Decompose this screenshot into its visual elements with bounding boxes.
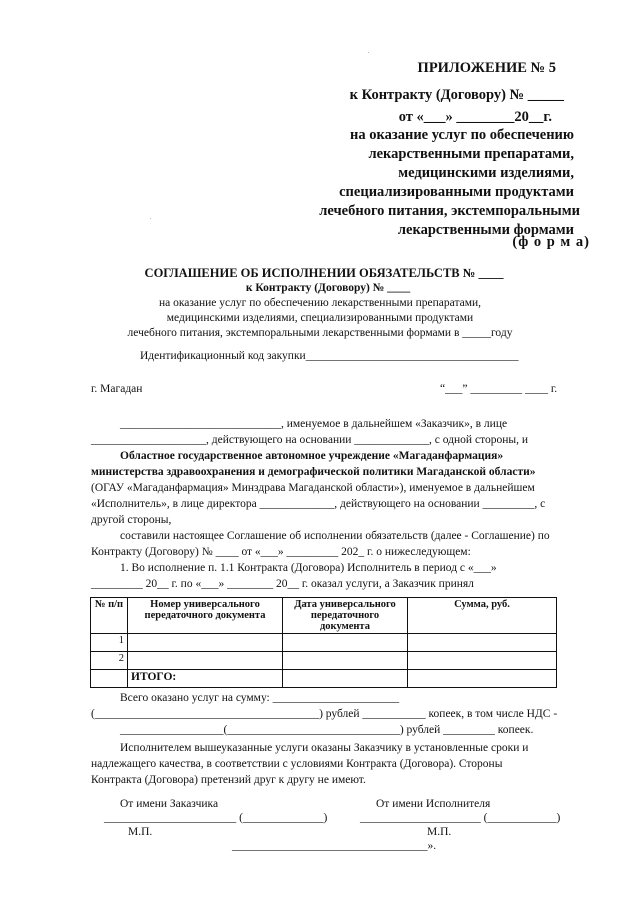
appendix-subject-line: лечебного питания, экстемпоральными <box>319 203 580 219</box>
conclusion-line: Исполнителем вышеуказанные услуги оказаны Заказчику в установленные сроки и <box>120 742 529 754</box>
parties-line: «Исполнитель», в лице директора _____________, действующего на основании _________, с <box>91 498 546 510</box>
customer-signature-line[interactable]: _______________________ (______________) <box>104 812 328 824</box>
total-empty-cell <box>283 670 408 688</box>
agreement-date: “___” _________ ____ г. <box>440 383 558 395</box>
parties-line: ____________________, действующего на основании _____________, с одной стороны, и <box>91 434 528 446</box>
executor-signature-line[interactable]: _____________________ (____________) <box>360 812 561 824</box>
appendix-subject-line: медицинскими изделиями, <box>398 165 574 181</box>
total-sum-line: Всего оказано услуг на сумму: ______________________ <box>120 692 400 704</box>
table-header-row <box>91 598 557 634</box>
cell-document-number[interactable] <box>128 652 283 670</box>
closing-date-line[interactable]: __________________________________». <box>232 840 437 852</box>
table-row <box>91 634 557 652</box>
agreement-intro-line: составили настоящее Соглашение об исполнении обязательств (далее - Соглашение) по <box>120 530 550 542</box>
appendix-subject-line: лекарственными формами <box>397 222 574 238</box>
city: г. Магадан <box>91 383 143 395</box>
total-sum-line: __________________(______________________________) рублей _________ копеек. <box>120 724 534 736</box>
cell-document-number[interactable] <box>128 634 283 652</box>
row-number: 1 <box>91 634 128 652</box>
col-header-document-number: Номер универсального передаточного документа <box>128 598 283 634</box>
form-label: (ф о р м а) <box>512 234 590 250</box>
total-empty-cell <box>91 670 128 688</box>
total-label: ИТОГО: <box>128 670 283 688</box>
appendix-contract-ref: к Контракту (Договору) № _____ <box>349 87 564 103</box>
customer-signature-label: От имени Заказчика <box>120 798 219 810</box>
agreement-subject-line: на оказание услуг по обеспечению лекарственными препаратами, <box>158 297 482 309</box>
cell-sum[interactable] <box>408 634 557 652</box>
conclusion-line: Контракта (Договора) претензий друг к другу не имеют. <box>91 774 366 786</box>
clause-1-line: _________ 20__ г. по «___» ________ 20__ г. оказал услуги, а Заказчик принял <box>91 578 474 590</box>
procurement-code: Идентификационный код закупки_____________________________________ <box>140 350 519 362</box>
executor-name-line: министерства здравоохранения и демографической политики Магаданской области» <box>91 466 536 478</box>
agreement-title: СОГЛАШЕНИЕ ОБ ИСПОЛНЕНИИ ОБЯЗАТЕЛЬСТВ № ____ <box>144 266 504 280</box>
appendix-number: ПРИЛОЖЕНИЕ № 5 <box>417 60 556 76</box>
executor-name-line: Областное государственное автономное учреждение «Магаданфармация» <box>120 450 504 462</box>
col-header-sum: Сумма, руб. <box>408 598 557 634</box>
parties-line: (ОГАУ «Магаданфармация» Минздрава Магаданской области»), именуемое в дальнейшем <box>91 482 535 494</box>
cell-sum[interactable] <box>408 652 557 670</box>
total-sum-cell[interactable] <box>408 670 557 688</box>
agreement-subject-line: лечебного питания, экстемпоральными лекарственными формами в _____году <box>127 327 513 339</box>
appendix-subject-line: на оказание услуг по обеспечению <box>350 127 574 143</box>
row-number: 2 <box>91 652 128 670</box>
scan-speck <box>150 218 151 219</box>
conclusion-line: надлежащего качества, в соответствии с условиями Контракта (Договора). Стороны <box>91 758 503 770</box>
appendix-subject-line: специализированными продуктами <box>339 184 574 200</box>
agreement-subject-line: медицинскими изделиями, специализированными продуктами <box>166 312 474 324</box>
col-header-number: № п/п <box>91 598 128 634</box>
cell-document-date[interactable] <box>283 634 408 652</box>
clause-1-line: 1. Во исполнение п. 1.1 Контракта (Договора) Исполнитель в период с «___» <box>120 562 497 574</box>
transfer-documents-table <box>90 597 557 688</box>
parties-line: ____________________________, именуемое в дальнейшем «Заказчик», в лице <box>120 418 508 430</box>
executor-signature-label: От имени Исполнителя <box>376 798 491 810</box>
parties-line: другой стороны, <box>91 514 172 526</box>
total-sum-line: (_______________________________________) рублей ___________ копеек, в том числе НДС - <box>91 708 558 720</box>
scan-speck <box>368 52 369 53</box>
appendix-date: от «___» ________20__г. <box>398 109 552 125</box>
customer-stamp-label: М.П. <box>128 826 153 838</box>
col-header-document-date: Дата универсального передаточного документа <box>283 598 408 634</box>
table-row <box>91 652 557 670</box>
executor-stamp-label: М.П. <box>427 826 452 838</box>
agreement-intro-line: Контракту (Договору) № ____ от «___» _________ 202_ г. о нижеследующем: <box>91 546 471 558</box>
appendix-subject-line: лекарственными препаратами, <box>368 146 574 162</box>
cell-document-date[interactable] <box>283 652 408 670</box>
table-total-row <box>91 670 557 688</box>
agreement-contract-ref: к Контракту (Договору) № ____ <box>245 282 411 294</box>
